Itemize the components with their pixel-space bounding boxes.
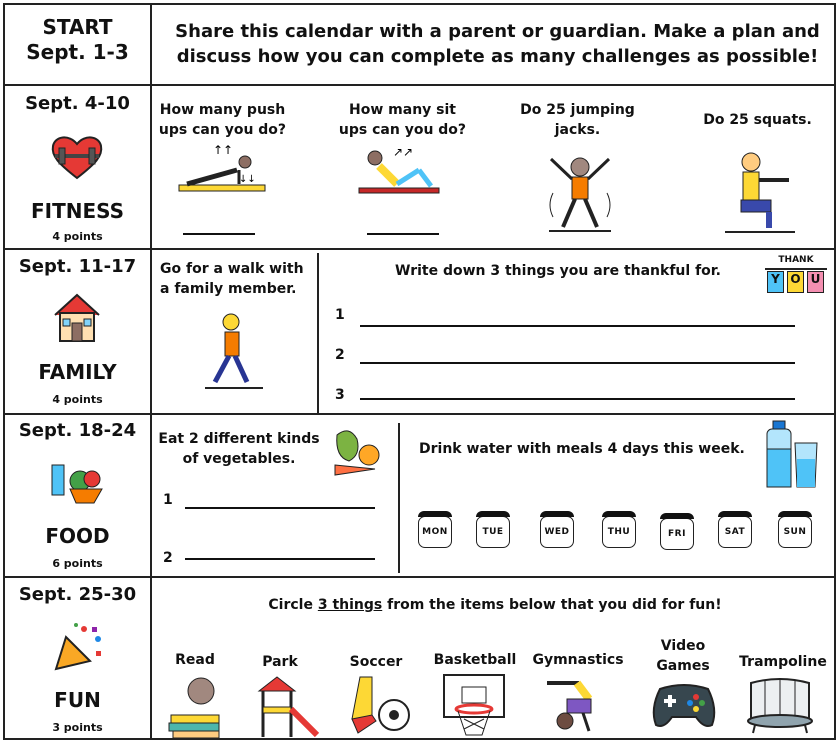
reading-kid-icon	[165, 673, 227, 739]
vegetable-line-2[interactable]	[185, 558, 375, 560]
walking-figure-icon	[203, 310, 265, 390]
squat-figure-icon	[725, 150, 795, 235]
pushup-figure-icon	[177, 140, 267, 195]
fun-item-basketball[interactable]: Basketball	[433, 652, 517, 668]
pushups-text: How many push ups can you do?	[158, 102, 287, 138]
day-sat[interactable]: SAT	[718, 516, 752, 548]
thankful-number: 1	[335, 307, 345, 323]
thank-letter: O	[787, 271, 804, 293]
groceries-icon	[50, 459, 106, 507]
gymnastics-icon	[543, 673, 609, 737]
thankful-line-3[interactable]	[360, 398, 795, 400]
week-category: FOOD	[45, 524, 110, 548]
week-fun-label	[5, 581, 150, 741]
week-category: FUN	[54, 688, 101, 712]
thankful-line-2[interactable]	[360, 362, 795, 364]
start-title: START	[42, 15, 113, 39]
vegetables-icon	[331, 425, 383, 479]
vegetables-text: Eat 2 different kinds of vegetables.	[158, 431, 320, 467]
party-popper-icon	[52, 621, 106, 673]
thank-you-banner	[763, 255, 829, 297]
situps-text: How many sit ups can you do?	[338, 102, 467, 138]
thankful-text: Write down 3 things you are thankful for.	[395, 263, 721, 279]
week-points: 3 points	[52, 721, 103, 734]
basketball-hoop-icon	[442, 673, 506, 739]
vegetable-number: 1	[163, 492, 173, 508]
thankful-number: 3	[335, 387, 345, 403]
week-fitness-label	[5, 89, 150, 249]
week-food-label	[5, 417, 150, 577]
situp-figure-icon	[357, 140, 442, 195]
fun-item-video-games[interactable]: Video Games	[656, 638, 710, 674]
walk-text: Go for a walk with a family member.	[160, 261, 304, 297]
day-fri[interactable]: FRI	[660, 518, 694, 550]
situps-answer-line[interactable]	[367, 233, 439, 235]
day-thu[interactable]: THU	[602, 516, 636, 548]
fun-item-trampoline[interactable]: Trampoline	[739, 654, 827, 670]
day-mon[interactable]: MON	[418, 516, 452, 548]
water-bottle-icon	[763, 419, 821, 491]
day-tue[interactable]: TUE	[476, 516, 510, 548]
day-sun[interactable]: SUN	[778, 516, 812, 548]
start-dates: Sept. 1-3	[26, 40, 129, 64]
week-dates: Sept. 4-10	[25, 93, 130, 114]
water-text: Drink water with meals 4 days this week.	[419, 441, 745, 457]
week-family-label	[5, 253, 150, 413]
svg-text:↗↗: ↗↗	[393, 145, 414, 159]
vegetable-number: 2	[163, 550, 173, 566]
week-dates: Sept. 18-24	[18, 420, 137, 441]
thank-letter: U	[807, 271, 824, 293]
week-category: FAMILY	[38, 360, 117, 384]
thank-banner-top: THANK	[778, 255, 814, 265]
fun-item-gymnastics[interactable]: Gymnastics	[532, 652, 624, 668]
instruction-suffix: from the items below that you did for fun!	[382, 597, 722, 613]
week-points: 4 points	[52, 393, 103, 406]
jumping-text: Do 25 jumping jacks.	[520, 102, 635, 138]
fun-item-park[interactable]: Park	[262, 654, 298, 670]
thank-letter: Y	[767, 271, 784, 293]
trampoline-icon	[745, 675, 815, 735]
soccer-icon	[350, 675, 412, 735]
week-points: 6 points	[52, 557, 103, 570]
fun-instruction	[155, 595, 835, 615]
week-category: FITNESS	[30, 199, 125, 223]
food-divider	[398, 423, 400, 573]
heart-dumbbell-icon	[49, 134, 105, 182]
house-icon	[52, 291, 102, 343]
calendar-grid	[3, 3, 836, 740]
jumping-jacks-figure-icon	[545, 153, 615, 233]
fun-item-read[interactable]: Read	[175, 652, 215, 668]
week-points: 4 points	[52, 230, 103, 243]
playground-icon	[255, 673, 319, 739]
instruction-prefix: Circle	[268, 597, 318, 613]
day-wed[interactable]: WED	[540, 516, 574, 548]
instruction-underlined: 3 things	[317, 597, 383, 613]
squats-text: Do 25 squats.	[703, 112, 812, 128]
week-dates: Sept. 11-17	[18, 256, 137, 277]
week-dates: Sept. 25-30	[18, 584, 137, 605]
svg-text:↓↓: ↓↓	[239, 174, 256, 185]
svg-text:↑↑: ↑↑	[213, 143, 234, 157]
pushups-answer-line[interactable]	[183, 233, 255, 235]
thankful-number: 2	[335, 347, 345, 363]
row-divider	[5, 413, 834, 415]
intro-text: Share this calendar with a parent or guardian. Make a plan and discuss how you can complete as many challenges as possible!	[175, 21, 820, 67]
start-cell	[5, 15, 150, 65]
family-divider	[317, 253, 319, 413]
thankful-line-1[interactable]	[360, 325, 795, 327]
fun-item-soccer[interactable]: Soccer	[349, 654, 403, 670]
row-divider	[5, 84, 834, 86]
column-divider	[150, 5, 152, 738]
vegetable-line-1[interactable]	[185, 507, 375, 509]
game-controller-icon	[650, 679, 718, 731]
